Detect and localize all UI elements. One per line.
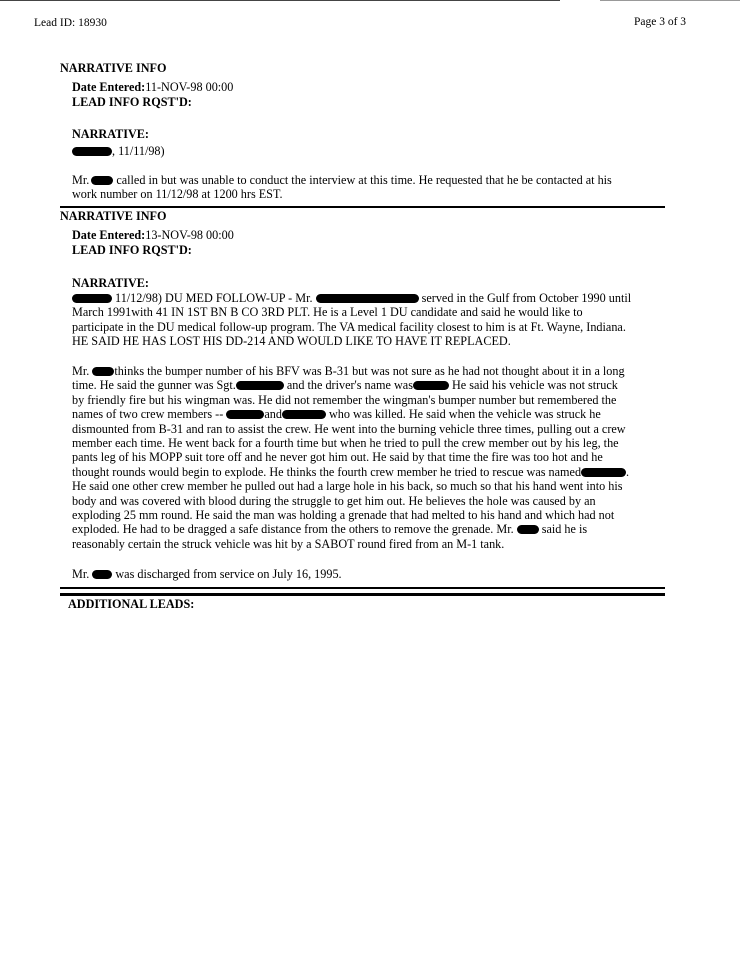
text-line: [72, 291, 667, 305]
text-run: exploded. He had to be dragged a safe distance from the others to remove the grenade. Mr.: [72, 522, 517, 537]
section-title: NARRATIVE INFO: [60, 209, 167, 223]
redaction-block: [517, 525, 539, 534]
text-line: He said one other crew member he pulled out had a large hole in his back, so much so that his hand went into his: [72, 479, 623, 494]
text-run: and the driver's name was: [283, 378, 413, 393]
text-run: called in but was unable to conduct the interview at this time. He requested that he be contacted at his: [113, 173, 612, 187]
entry-date-text: , 11/11/98): [112, 144, 165, 158]
redaction-block: [236, 381, 284, 390]
text-line: body and was covered with blood during the struggle to get him out. He believes the hole was caused by an: [72, 493, 596, 508]
narrative-paragraph: [72, 173, 667, 202]
text-line: exploding 25 mm round. He said the man was holding a grenade that had melted to his hand and which had not: [72, 508, 615, 523]
text-line: [72, 465, 667, 479]
double-rule-top: [60, 587, 665, 589]
text-run: thinks the bumper number of his BFV was B-31 but was not sure as he had not thought about it in a long: [114, 364, 625, 378]
redaction-block: [72, 147, 112, 156]
redaction-block: [282, 410, 326, 419]
redaction-block: [581, 468, 626, 477]
text-run: said he is: [538, 522, 588, 537]
text-run: He said his vehicle was not struck: [448, 378, 618, 393]
text-line: by friendly fire but his wingman was. He did not remember the wingman's bumper number but remembered the: [72, 392, 617, 407]
narrative-paragraph: [72, 364, 667, 551]
text-run: who was killed. He said when the vehicle was struck he: [325, 407, 601, 422]
text-line: work number on 11/12/98 at 1200 hrs EST.: [72, 187, 283, 202]
date-entered-label: Date Entered:: [72, 80, 146, 94]
text-run: served in the Gulf from October 1990 until: [418, 291, 632, 305]
text-line: [72, 364, 667, 378]
narrative-entry-date: [72, 144, 165, 158]
date-entered-value: 13-NOV-98 00:00: [145, 228, 234, 242]
redaction-block: [91, 176, 113, 185]
text-run: time. He said the gunner was Sgt.: [72, 378, 236, 393]
text-line: [72, 378, 667, 392]
date-entered: [72, 80, 233, 94]
redaction-block: [413, 381, 449, 390]
redaction-block: [226, 410, 264, 419]
redaction-block: [92, 367, 114, 376]
narrative-label: NARRATIVE:: [72, 127, 149, 141]
text-line: reasonably certain the struck vehicle was hit by a SABOT round fired from an M-1 tank.: [72, 536, 505, 551]
text-run: Mr.: [72, 567, 93, 581]
text-line: member each time. He went back for a fourth time but when he tried to pull the crew member out by his leg, the: [72, 436, 619, 451]
narrative-paragraph: [72, 291, 667, 349]
text-run: thought rounds would begin to explode. He thinks the fourth crew member he tried to rescue was named: [72, 464, 582, 479]
text-line: [72, 407, 667, 421]
text-run: and: [264, 407, 282, 422]
text-line: pants leg of his MOPP suit tore off and he never got him out. He said by that time the fire was too hot and he: [72, 450, 603, 465]
double-rule-bottom: [60, 593, 665, 596]
text-run: .: [626, 464, 630, 479]
text-line: participate in the DU medical follow-up program. The VA medical facility closest to him is at Ft. Wayne, Indiana.: [72, 319, 626, 334]
lead-id: Lead ID: 18930: [34, 17, 107, 29]
text-run: was discharged from service on July 16, 1995.: [112, 567, 342, 581]
date-entered: [72, 228, 234, 242]
text-line: HE SAID HE HAS LOST HIS DD-214 AND WOULD LIKE TO HAVE IT REPLACED.: [72, 334, 511, 349]
narrative-label: NARRATIVE:: [72, 276, 149, 290]
narrative-paragraph: [72, 567, 667, 581]
text-line: dismounted from B-31 and ran to assist the crew. He went into the burning vehicle three times, pulling out a crew: [72, 421, 626, 436]
top-border-line: [0, 0, 560, 1]
redaction-block: [92, 570, 112, 579]
text-line: [72, 522, 667, 536]
lead-info-label: LEAD INFO RQST'D:: [72, 243, 192, 257]
text-line: [72, 567, 667, 581]
section-divider: [60, 206, 665, 208]
date-entered-label: Date Entered:: [72, 228, 146, 242]
redaction-block: [316, 294, 419, 303]
text-line: Mr. called in but was unable to conduct the interview at this time. He requested that he be contacted at his: [72, 173, 612, 187]
section-title: NARRATIVE INFO: [60, 61, 167, 75]
text-run: names of two crew members --: [72, 407, 227, 422]
text-run: Mr.: [72, 364, 93, 378]
date-entered-value: 11-NOV-98 00:00: [145, 80, 234, 94]
additional-leads-label: ADDITIONAL LEADS:: [68, 597, 195, 611]
text-run: 11/12/98) DU MED FOLLOW-UP - Mr.: [112, 291, 316, 305]
page-number: Page 3 of 3: [634, 16, 687, 28]
lead-info-label: LEAD INFO RQST'D:: [72, 95, 192, 109]
text-line: March 1991with 41 IN 1ST BN B CO 3RD PLT. He is a Level 1 DU candidate and said he would like to: [72, 305, 583, 320]
top-border-line-right: [600, 0, 740, 1]
redaction-block: [72, 294, 112, 303]
